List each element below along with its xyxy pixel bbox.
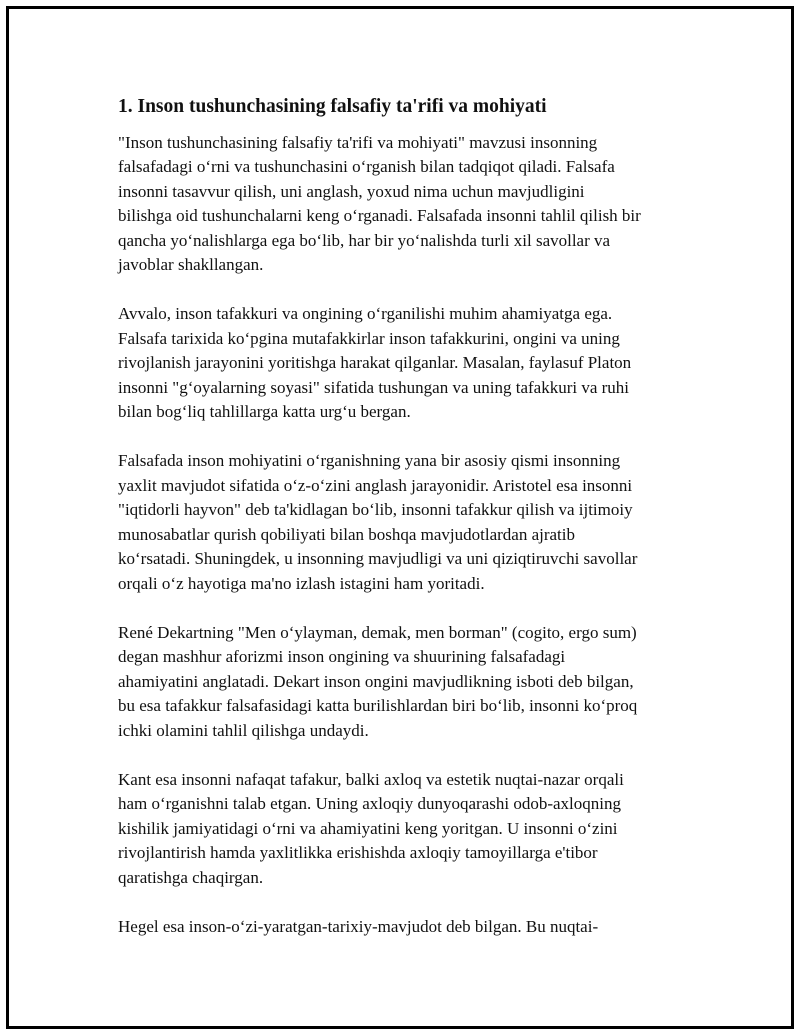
paragraph-hegel: Hegel esa inson-oʻzi-yaratgan-tarixiy-mavjudot deb bilgan. Bu nuqtai- (118, 916, 599, 936)
document-body (118, 93, 698, 964)
paragraph-platon: Avvalo, inson tafakkuri va ongining oʻrganilishi muhim ahamiyatga ega. Falsafa tarixida koʻpgina mutafakkirlar inson tafakkurini, ongini va uning rivojlanish jarayonini yoritishga harakat qilganlar. Masalan, faylasuf Platon insonni "gʻoyalarning soyasi" sifatida tushungan va uning tafakkuri va ruhi bilan bogʻliq tahlillarga katta urgʻu bergan. (118, 304, 632, 422)
paragraph-kant: Kant esa insonni nafaqat tafakur, balki axloq va estetik nuqtai-nazar orqali ham oʻrganishni talab etgan. Uning axloqiy dunyoqarashi odob-axloqning kishilik jamiyatidagi oʻrni va ahamiyatini keng yoritgan. U insonni oʻzini rivojlantirish hamda yaxlitlikka erishishda axloqiy tamoyillarga e'tibor qaratishga chaqirgan. (118, 769, 624, 887)
paragraph-dekart: René Dekartning "Men oʻylayman, demak, men borman" (cogito, ergo sum) degan mashhur aforizmi inson ongining va shuurining falsafadagi ahamiyatini anglatadi. Dekart inson ongini mavjudlikning isboti deb bilgan, bu esa tafakkur falsafasidagi katta burilishlardan biri boʻlib, insonni koʻproq ichki olamini tahlil qilishga undaydi. (118, 622, 638, 740)
paragraph-intro: "Inson tushunchasining falsafiy ta'rifi va mohiyati" mavzusi insonning falsafadagi oʻrni va tushunchasini oʻrganish bilan tadqiqot qiladi. Falsafa insonni tasavvur qilish, uni anglash, yoxud nima uchun mavjudligini bilishga oid tushunchalarni keng oʻrganadi. Falsafada insonni tahlil qilish bir qancha yoʻnalishlarga ega boʻlib, har bir yoʻnalishda turli xil savollar va javoblar shakllangan. (118, 133, 641, 275)
section-title: 1. Inson tushunchasining falsafiy ta'rifi va mohiyati (118, 96, 547, 117)
paragraph-aristotel: Falsafada inson mohiyatini oʻrganishning yana bir asosiy qismi insonning yaxlit mavjudot sifatida oʻz-oʻzini anglash jarayonidir. Aristotel esa insonni "iqtidorli hayvon" deb ta'kidlagan boʻlib, insonni tafakkur qilish va ijtimoiy munosabatlar qurish qobiliyati bilan boshqa mavjudotlardan ajratib koʻrsatadi. Shuningdek, u insonning mavjudligi va uni qiziqtiruvchi savollar orqali oʻz hayotiga ma'no izlash istagini ham yoritadi. (118, 451, 638, 593)
